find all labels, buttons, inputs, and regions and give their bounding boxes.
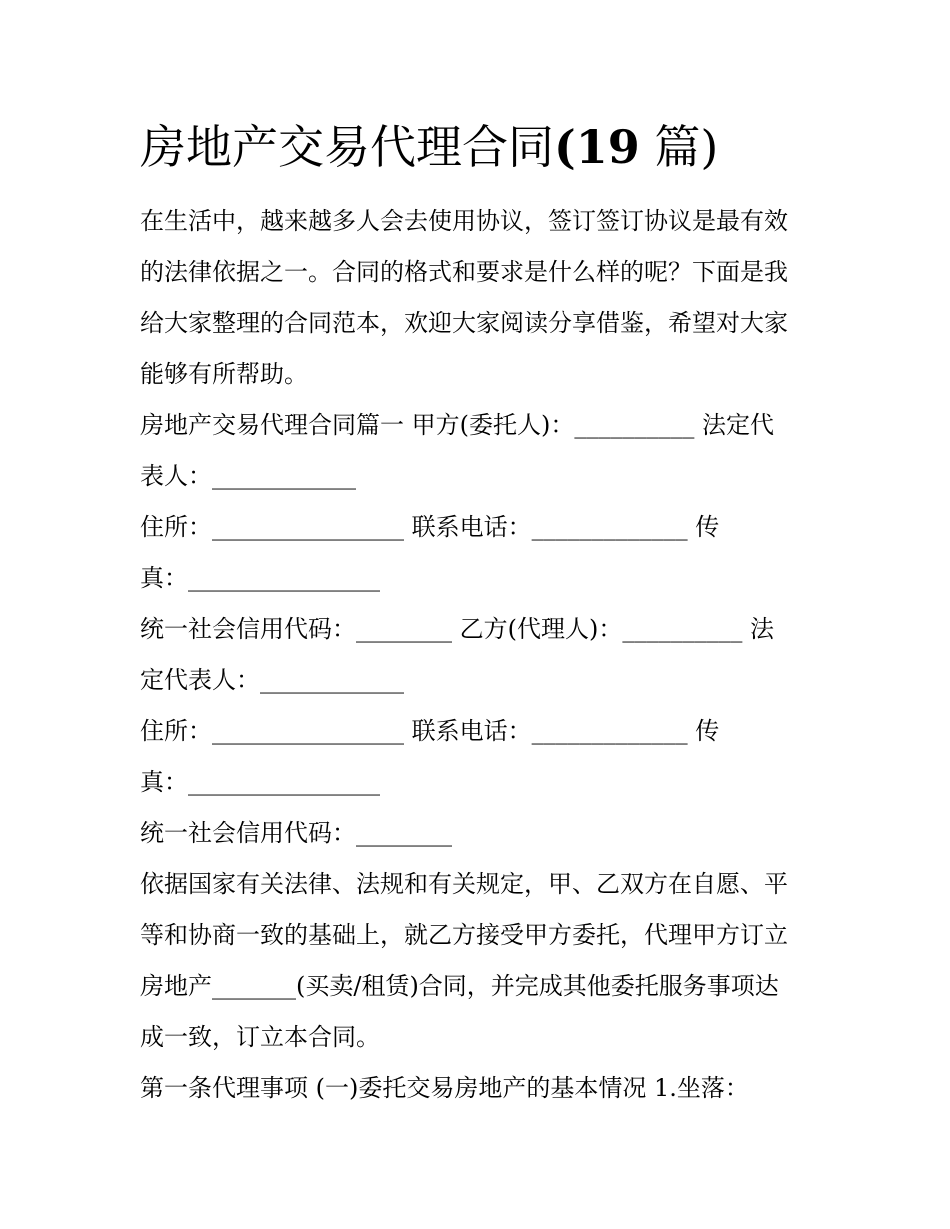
body-line-9: 统一社会信用代码：________ 乙方(代理人)：__________ 法 — [140, 615, 774, 643]
body-line-13: 统一社会信用代码：________ — [140, 819, 452, 847]
body-line-3: 给大家整理的合同范本，欢迎大家阅读分享借鉴，希望对大家 — [140, 309, 788, 337]
body-line-2: 的法律依据之一。合同的格式和要求是什么样的呢？下面是我 — [140, 258, 788, 286]
body-line-12: 真：________________ — [140, 768, 380, 796]
document-body — [140, 196, 812, 1114]
body-line-5: 房地产交易代理合同篇一 甲方(委托人)：__________ 法定代 — [140, 411, 774, 439]
body-line-17: 成一致，订立本合同。 — [140, 1023, 380, 1051]
title-count: (19 — [554, 120, 640, 174]
title-main: 房地产交易代理合同 — [140, 120, 554, 174]
body-line-7: 住所：________________ 联系电话：_____________ 传 — [140, 513, 720, 541]
body-line-6: 表人：____________ — [140, 462, 356, 490]
title-unit: 篇) — [654, 120, 719, 174]
body-line-14: 依据国家有关法律、法规和有关规定，甲、乙双方在自愿、平 — [140, 870, 788, 898]
body-line-16: 房地产_______(买卖/租赁)合同，并完成其他委托服务事项达 — [140, 972, 779, 1000]
body-line-1: 在生活中，越来越多人会去使用协议，签订签订协议是最有效 — [140, 207, 788, 235]
body-line-18: 第一条代理事项 (一)委托交易房地产的基本情况 1.坐落： — [140, 1074, 749, 1102]
body-line-8: 真：________________ — [140, 564, 380, 592]
body-line-11: 住所：________________ 联系电话：_____________ 传 — [140, 717, 720, 745]
document-title — [140, 112, 820, 182]
body-line-4: 能够有所帮助。 — [140, 360, 308, 388]
body-line-15: 等和协商一致的基础上，就乙方接受甲方委托，代理甲方订立 — [140, 921, 788, 949]
body-line-10: 定代表人：____________ — [140, 666, 404, 694]
